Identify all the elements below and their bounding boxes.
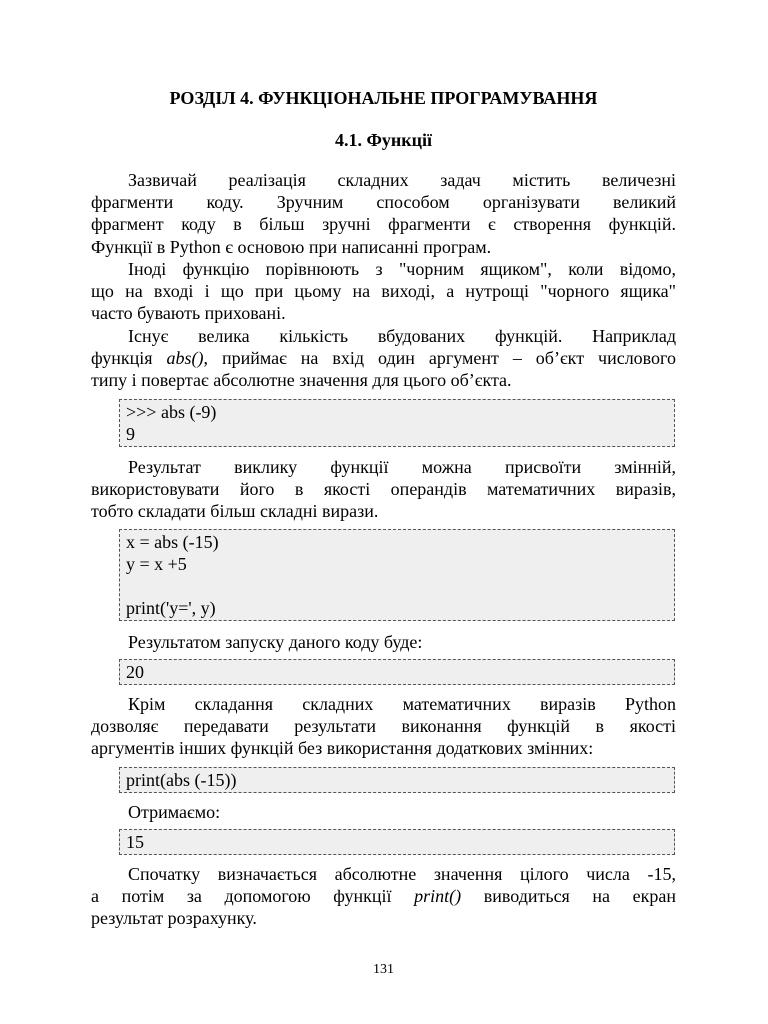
code-line: >>> abs (-9) xyxy=(126,402,217,422)
paragraph-explanation xyxy=(91,863,676,930)
code-line: 9 xyxy=(126,424,135,444)
document-page xyxy=(91,0,676,1024)
text-line: дозволяє передавати результати виконання функцій в якості xyxy=(91,716,676,737)
code-block-print-abs xyxy=(119,767,675,793)
code-block-assign xyxy=(119,529,675,621)
code-line xyxy=(126,575,668,597)
text-line: що на вході і що при цьому на виході, а нутрощі "чорного ящика" xyxy=(91,281,676,302)
text-line: часто бувають приховані. xyxy=(91,303,286,324)
text-line xyxy=(91,885,676,907)
text-line: Крім складання складних математичних виразів Python xyxy=(128,694,676,714)
code-line: print(abs (-15)) xyxy=(126,770,237,790)
text-line: Існує велика кількість вбудованих функцій. Наприклад xyxy=(128,326,676,346)
code-line: 15 xyxy=(126,832,144,852)
code-line: 20 xyxy=(126,662,144,682)
text-fragment: , приймає на вхід один аргумент – об’єкт числового xyxy=(203,348,676,369)
paragraph-nested xyxy=(91,693,676,760)
code-line: print('y=', y) xyxy=(126,598,216,618)
text-line: тобто складати більш складні вирази. xyxy=(91,501,379,522)
text-fragment: виводиться на екран xyxy=(461,886,676,907)
text-line: Іноді функцію порівнюють з "чорним ящиком", коли відомо, xyxy=(128,259,676,279)
text-fragment: а потім за допомогою функції xyxy=(91,886,415,907)
function-name: print() xyxy=(414,886,462,907)
paragraph-result xyxy=(91,456,676,523)
chapter-title: РОЗДІЛ 4. ФУНКЦІОНАЛЬНЕ ПРОГРАМУВАННЯ xyxy=(169,88,598,108)
paragraph-black-box xyxy=(91,258,676,325)
text-line: фрагмент коду в більш зручні фрагменти є створення функцій. xyxy=(91,214,676,235)
text-line: Результат виклику функції можна присвоїти змінній, xyxy=(128,457,676,477)
paragraph-run-result: Результатом запуску даного коду буде: xyxy=(128,632,423,652)
code-block-abs xyxy=(119,399,675,447)
code-block-output-15 xyxy=(119,829,675,855)
paragraph-builtin xyxy=(91,325,676,392)
code-block-output-20 xyxy=(119,659,675,685)
text-line: фрагменти коду. Зручним способом організувати великий xyxy=(91,192,676,213)
text-line: аргументів інших функцій без використання додаткових змінних: xyxy=(91,738,594,759)
code-line: y = x +5 xyxy=(126,554,187,574)
paragraph-received: Отримаємо: xyxy=(128,802,221,822)
paragraph-intro xyxy=(91,169,676,258)
section-title: 4.1. Функції xyxy=(334,130,433,150)
text-line: Функції в Python є основою при написанні програм. xyxy=(91,236,492,257)
text-line: Зазвичай реалізація складних задач містить величезні xyxy=(128,170,676,190)
page-number: 131 xyxy=(373,962,394,977)
text-line: результат розрахунку. xyxy=(91,908,257,929)
text-fragment: функція xyxy=(91,348,167,369)
text-line: використовувати його в якості операндів математичних виразів, xyxy=(91,479,676,500)
code-line: x = abs (-15) xyxy=(126,532,219,552)
function-name: abs() xyxy=(166,348,204,369)
text-line: типу і повертає абсолютне значення для цього об’єкта. xyxy=(91,370,512,391)
text-line: Спочатку визначається абсолютне значення цілого числа -15, xyxy=(128,864,676,884)
text-line xyxy=(91,347,676,369)
